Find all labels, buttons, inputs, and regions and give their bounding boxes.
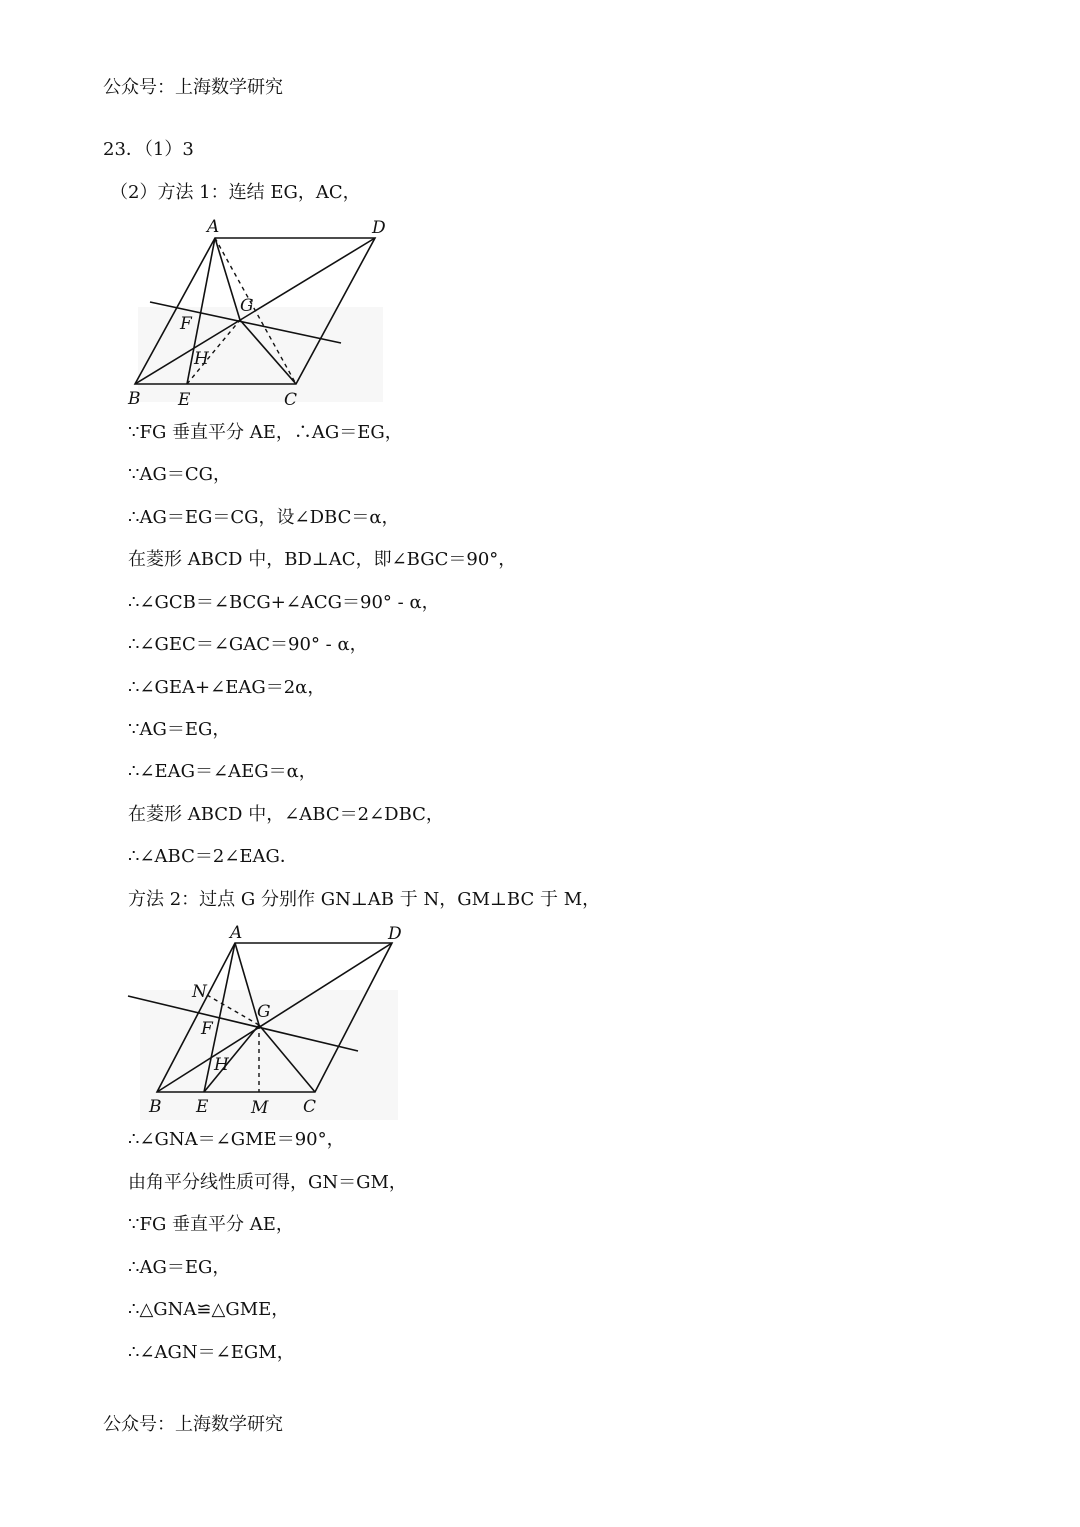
label-m: M bbox=[251, 1098, 269, 1118]
label-a: A bbox=[207, 217, 220, 237]
m2-step-3: ∵FG 垂直平分 AE， bbox=[128, 1214, 294, 1235]
label-c: C bbox=[303, 1097, 317, 1117]
method1-intro: （2）方法 1：连结 EG，AC， bbox=[110, 182, 361, 203]
m2-step-4: ∴AG＝EG， bbox=[128, 1257, 231, 1278]
header-text: 公众号：上海数学研究 bbox=[103, 77, 283, 98]
label-d: D bbox=[372, 218, 386, 238]
m1-step-6: ∴∠GEC＝∠GAC＝90° - α， bbox=[128, 634, 368, 655]
label-e: E bbox=[196, 1097, 209, 1117]
label-e: E bbox=[178, 390, 191, 410]
label-h: H bbox=[194, 349, 209, 369]
figure-background bbox=[138, 307, 383, 402]
m1-step-9: ∴∠EAG＝∠AEG＝α， bbox=[128, 761, 317, 782]
label-c: C bbox=[284, 390, 298, 410]
label-g: G bbox=[257, 1002, 271, 1022]
label-h: H bbox=[214, 1055, 229, 1075]
m1-step-2: ∵AG＝CG， bbox=[128, 464, 231, 485]
label-b: B bbox=[128, 389, 141, 409]
m1-step-7: ∴∠GEA+∠EAG＝2α， bbox=[128, 677, 326, 698]
rhombus-figure-2 bbox=[120, 918, 402, 1123]
method2-intro: 方法 2：过点 G 分别作 GN⊥AB 于 N，GM⊥BC 于 M， bbox=[128, 889, 601, 910]
label-a: A bbox=[230, 923, 243, 943]
rhombus-figure-1 bbox=[118, 212, 398, 412]
m1-step-10: 在菱形 ABCD 中，∠ABC＝2∠DBC， bbox=[128, 804, 444, 825]
m2-step-1: ∴∠GNA＝∠GME＝90°， bbox=[128, 1129, 345, 1150]
m1-step-1: ∵FG 垂直平分 AE，∴AG＝EG， bbox=[128, 422, 403, 443]
m2-step-5: ∴△GNA≌△GME， bbox=[128, 1299, 290, 1320]
footer-text: 公众号：上海数学研究 bbox=[103, 1414, 283, 1435]
m2-step-6: ∴∠AGN＝∠EGM， bbox=[128, 1342, 295, 1363]
m1-step-3: ∴AG＝EG＝CG，设∠DBC＝α， bbox=[128, 507, 400, 528]
m1-step-5: ∴∠GCB＝∠BCG+∠ACG＝90° - α， bbox=[128, 592, 440, 613]
question-answer-1: 23．（1）3 bbox=[103, 139, 194, 160]
label-n: N bbox=[192, 982, 207, 1002]
m1-step-11: ∴∠ABC＝2∠EAG． bbox=[128, 846, 298, 867]
label-g: G bbox=[240, 296, 254, 316]
label-d: D bbox=[388, 924, 402, 944]
m2-step-2: 由角平分线性质可得，GN＝GM， bbox=[128, 1172, 407, 1193]
label-f: F bbox=[180, 314, 192, 334]
label-f: F bbox=[201, 1019, 213, 1039]
m1-step-8: ∵AG＝EG， bbox=[128, 719, 231, 740]
label-b: B bbox=[149, 1097, 162, 1117]
m1-step-4: 在菱形 ABCD 中，BD⊥AC，即∠BGC＝90°， bbox=[128, 549, 517, 570]
